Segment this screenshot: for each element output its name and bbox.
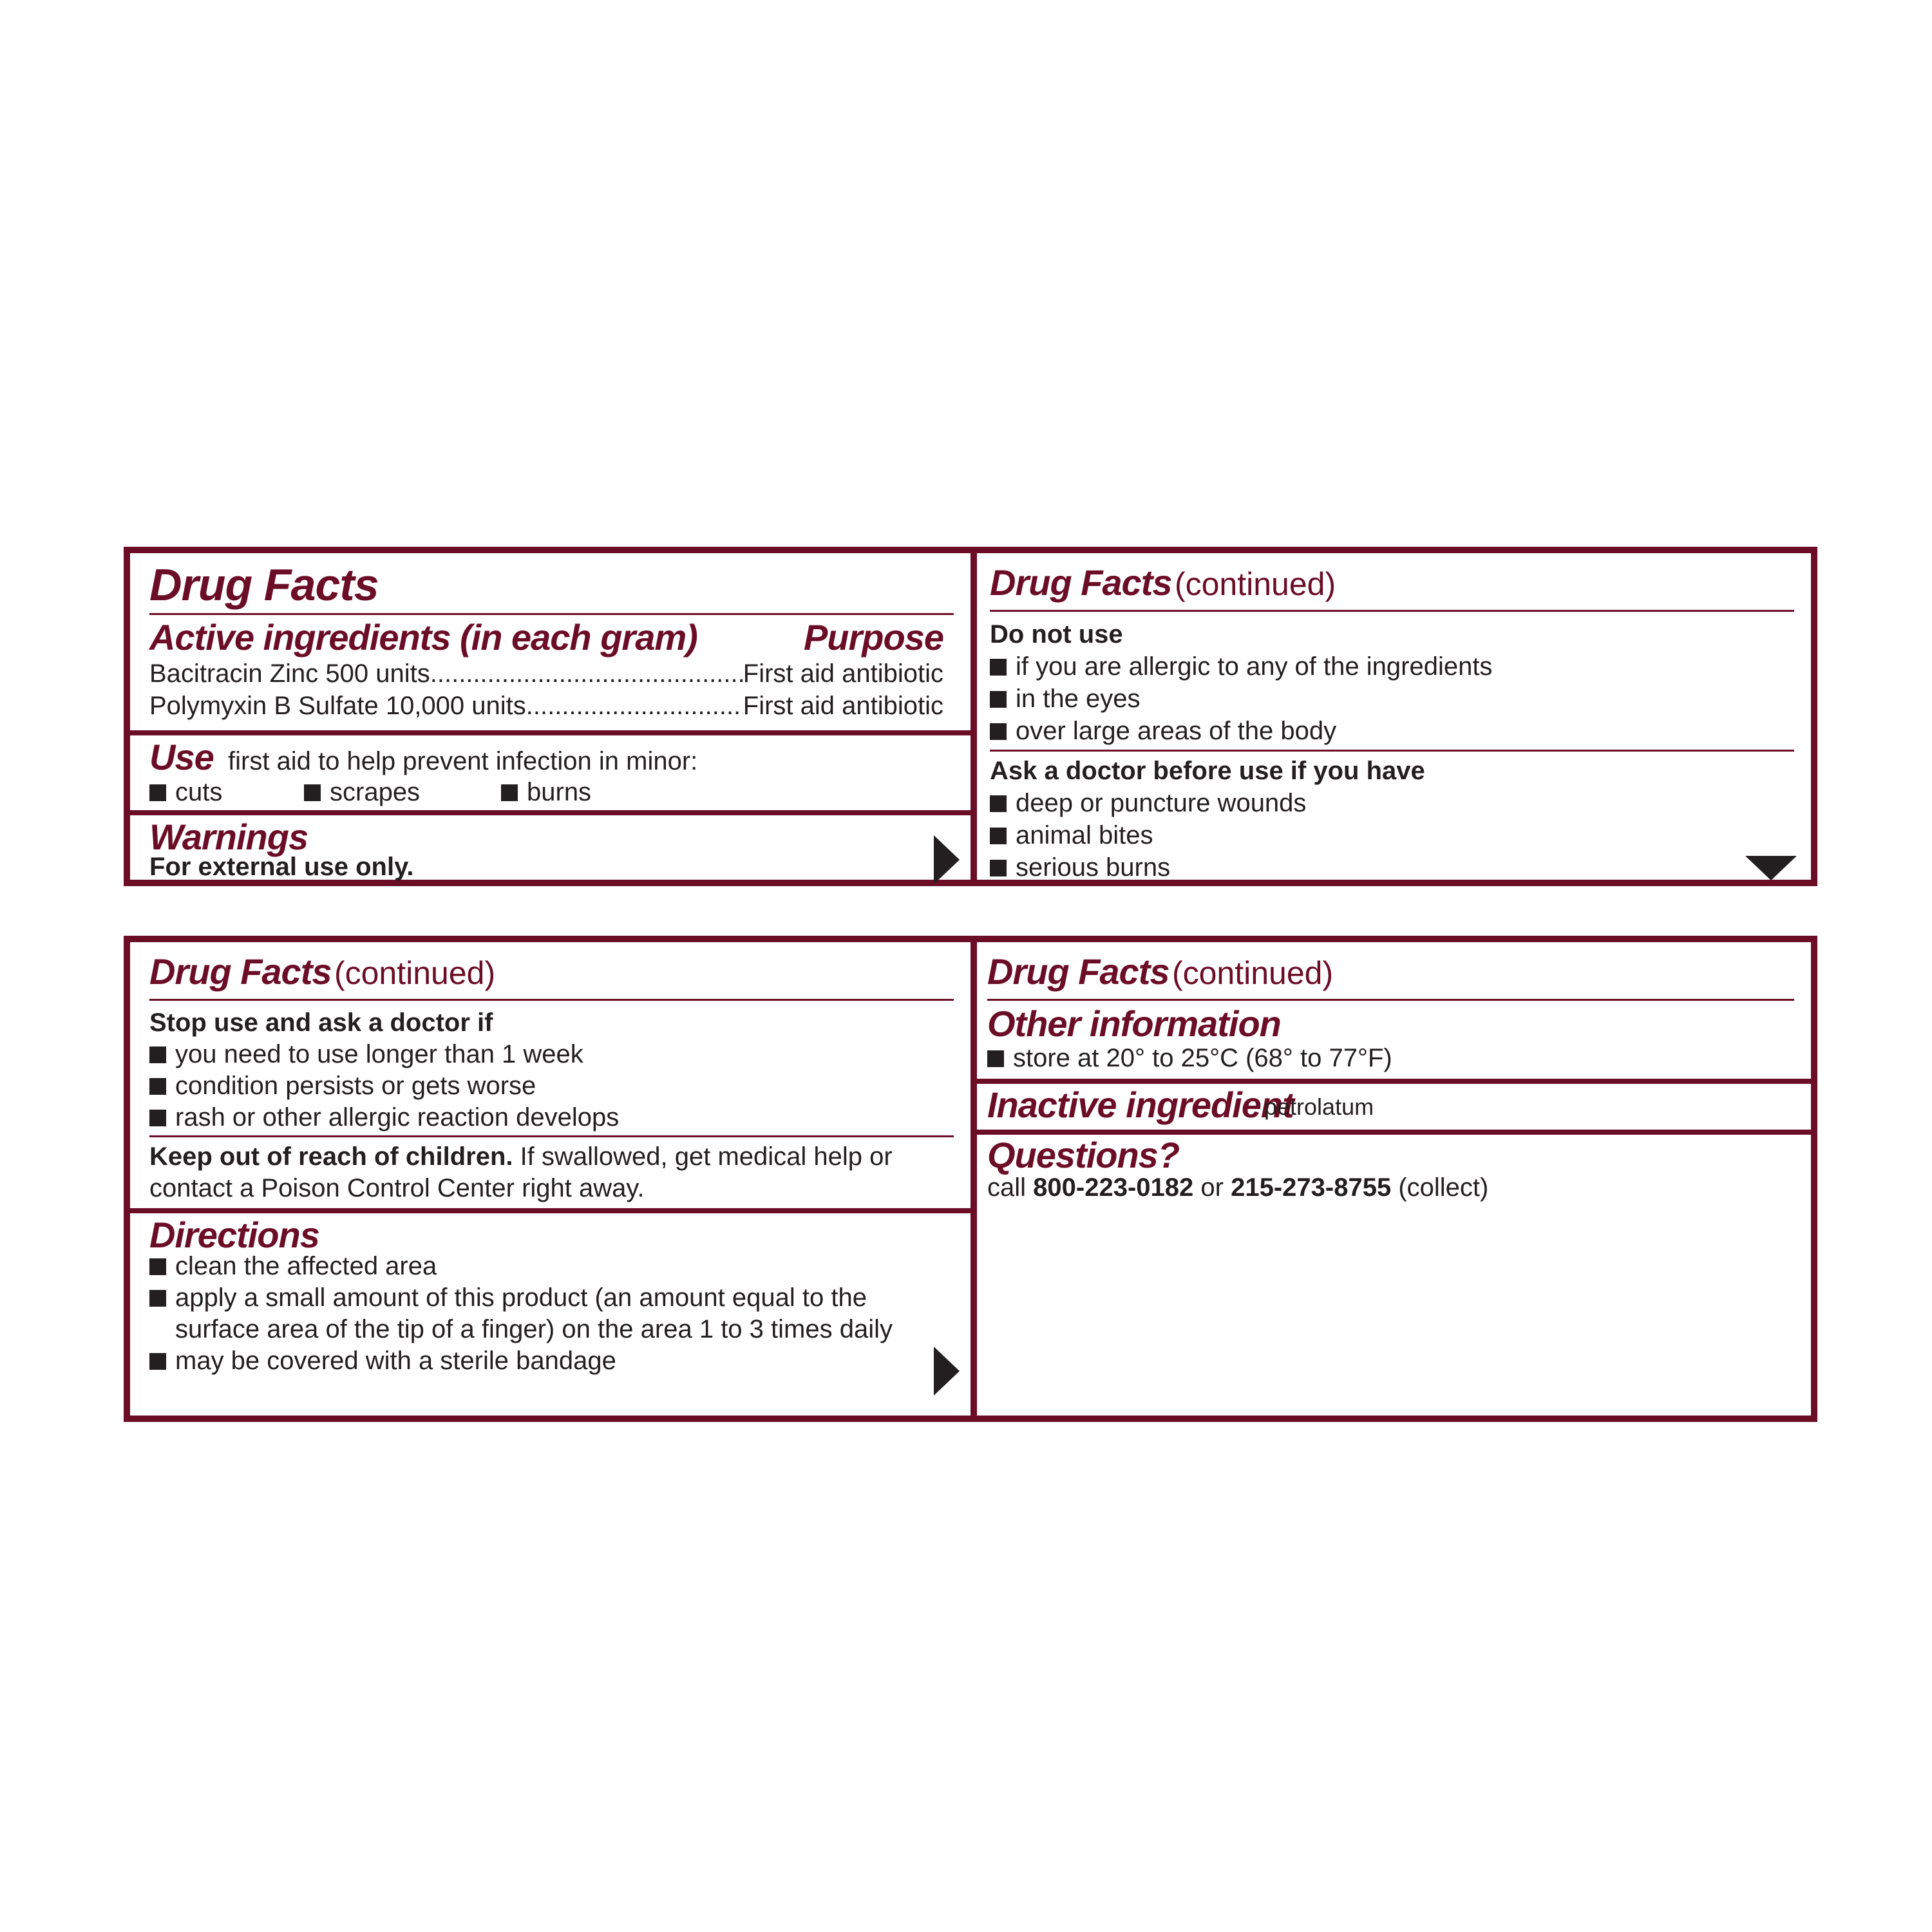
phone-number-2[interactable]: 215-273-8755 bbox=[1231, 1173, 1392, 1202]
title-rule bbox=[990, 610, 1794, 612]
section-rule bbox=[990, 750, 1794, 752]
keep-out-bold: Keep out of reach of children. bbox=[149, 1142, 513, 1171]
keep-out-line-1 bbox=[149, 1141, 893, 1173]
questions-call: call bbox=[987, 1173, 1027, 1202]
arrow-right-icon bbox=[934, 835, 960, 884]
stop-use-heading: Stop use and ask a doctor if bbox=[149, 1009, 493, 1037]
stop-use-item: you need to use longer than 1 week bbox=[149, 1038, 583, 1070]
active-ingredients-heading: Active ingredients (in each gram) bbox=[149, 617, 697, 658]
use-heading: Use bbox=[149, 737, 214, 777]
drug-facts-panel-4 bbox=[977, 942, 1811, 1416]
arrow-right-icon bbox=[934, 1347, 960, 1396]
use-text: first aid to help prevent infection in minor: bbox=[228, 747, 698, 775]
panel-divider bbox=[971, 942, 977, 1416]
questions-heading: Questions? bbox=[987, 1135, 1180, 1175]
section-rule bbox=[977, 1079, 1811, 1084]
keep-out-line-2: contact a Poison Control Center right away. bbox=[149, 1174, 645, 1202]
ask-doctor-heading: Ask a doctor before use if you have bbox=[990, 757, 1425, 785]
directions-item: clean the affected area bbox=[149, 1250, 437, 1282]
directions-item: apply a small amount of this product (an amount equal to the bbox=[149, 1282, 867, 1314]
questions-collect: (collect) bbox=[1398, 1173, 1489, 1202]
ingredient-name: Bacitracin Zinc 500 units bbox=[149, 659, 430, 688]
leader-dots bbox=[526, 690, 743, 722]
panel-title bbox=[149, 951, 495, 992]
title-rule bbox=[987, 999, 1794, 1001]
ask-doctor-item: serious burns bbox=[990, 851, 1170, 884]
ingredient-name: Polymyxin B Sulfate 10,000 units bbox=[149, 692, 526, 720]
section-rule bbox=[130, 730, 971, 735]
use-item: scrapes bbox=[304, 776, 501, 808]
drug-facts-panel-3 bbox=[130, 942, 971, 1416]
stop-use-item: rash or other allergic reaction develops bbox=[149, 1101, 619, 1133]
ingredient-purpose: First aid antibiotic bbox=[743, 692, 943, 720]
ingredient-row bbox=[149, 658, 943, 690]
leader-dots bbox=[430, 658, 743, 690]
drug-facts-panel-2 bbox=[977, 553, 1811, 880]
ingredients-list bbox=[149, 658, 943, 722]
phone-number-1[interactable]: 800-223-0182 bbox=[1033, 1173, 1194, 1202]
ingredient-purpose: First aid antibiotic bbox=[743, 659, 943, 688]
drug-facts-title: Drug Facts bbox=[149, 560, 379, 610]
continued-label: (continued) bbox=[334, 955, 496, 991]
do-not-use-item: in the eyes bbox=[990, 683, 1140, 715]
panel-title bbox=[987, 951, 1333, 992]
do-not-use-heading: Do not use bbox=[990, 620, 1123, 649]
use-item: cuts bbox=[149, 776, 304, 808]
ask-doctor-item: deep or puncture wounds bbox=[990, 787, 1306, 819]
section-rule bbox=[130, 1208, 971, 1213]
directions-heading: Directions bbox=[149, 1215, 319, 1255]
use-item: burns bbox=[501, 776, 591, 808]
warnings-text: For external use only. bbox=[149, 853, 414, 881]
continued-label: (continued) bbox=[1174, 566, 1336, 602]
section-rule bbox=[130, 810, 971, 815]
do-not-use-item: if you are allergic to any of the ingredients bbox=[990, 650, 1492, 683]
section-rule bbox=[149, 1135, 954, 1137]
drug-facts-title: Drug Facts bbox=[990, 562, 1172, 603]
other-information-item: store at 20° to 25°C (68° to 77°F) bbox=[987, 1042, 1392, 1074]
section-rule bbox=[977, 1130, 1811, 1135]
questions-line bbox=[987, 1171, 1488, 1204]
do-not-use-item: over large areas of the body bbox=[990, 715, 1336, 747]
drug-facts-title: Drug Facts bbox=[987, 951, 1170, 992]
questions-or: or bbox=[1200, 1173, 1224, 1202]
keep-out-text: If swallowed, get medical help or bbox=[520, 1142, 893, 1171]
ask-doctor-item: animal bites bbox=[990, 819, 1153, 851]
panel-title bbox=[990, 562, 1336, 603]
drug-facts-panel-1 bbox=[130, 553, 971, 880]
inactive-ingredient-heading: Inactive ingredient bbox=[987, 1084, 1294, 1125]
drug-facts-panel-bottom bbox=[124, 936, 1817, 1422]
ingredient-row bbox=[149, 690, 943, 722]
title-rule bbox=[149, 999, 954, 1001]
continued-label: (continued) bbox=[1171, 955, 1334, 991]
arrow-down-icon bbox=[1745, 856, 1797, 880]
title-rule bbox=[149, 613, 954, 615]
use-items bbox=[149, 776, 591, 808]
inactive-ingredient-text: petrolatum bbox=[1264, 1094, 1374, 1120]
drug-facts-title: Drug Facts bbox=[149, 951, 332, 992]
directions-item-continued: surface area of the tip of a finger) on the area 1 to 3 times daily bbox=[175, 1315, 893, 1343]
stop-use-item: condition persists or gets worse bbox=[149, 1070, 536, 1102]
purpose-heading: Purpose bbox=[803, 617, 943, 658]
panel-divider bbox=[971, 553, 977, 880]
drug-facts-panel-top bbox=[124, 547, 1817, 886]
warnings-heading: Warnings bbox=[149, 817, 308, 857]
other-information-heading: Other information bbox=[987, 1003, 1281, 1044]
directions-item: may be covered with a sterile bandage bbox=[149, 1345, 616, 1377]
